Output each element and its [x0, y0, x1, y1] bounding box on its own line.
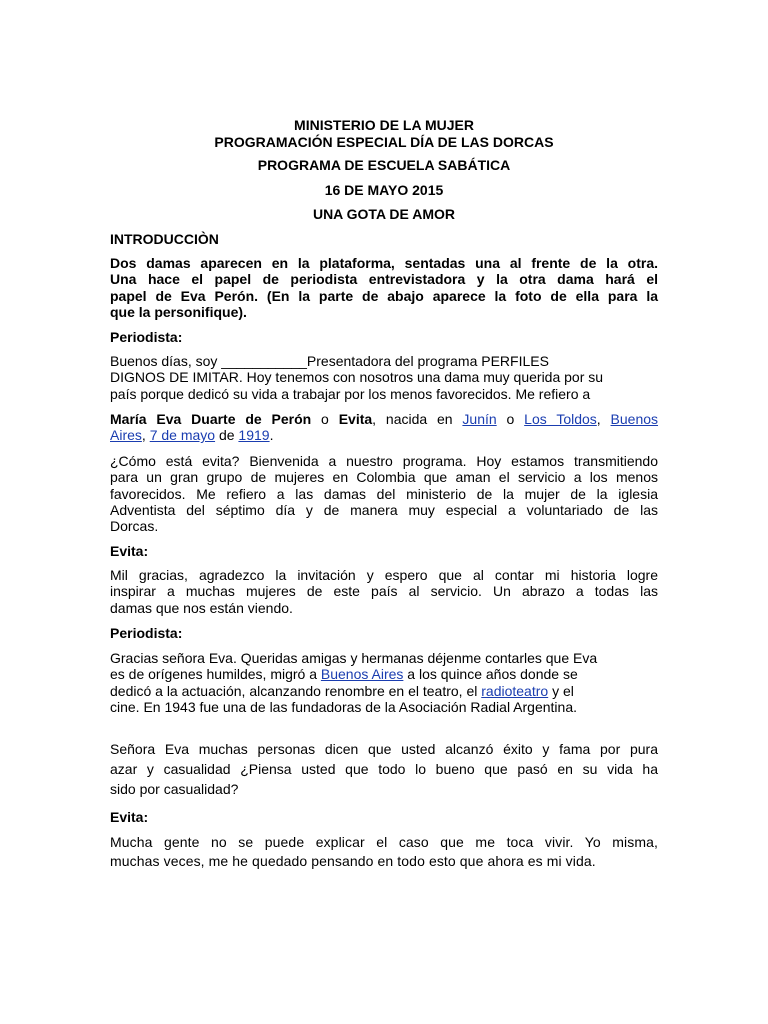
- ministry-title: MINISTERIO DE LA MUJER: [294, 117, 474, 133]
- link-buenos[interactable]: Buenos: [610, 411, 659, 427]
- paragraph-line: damas que nos están viendo.: [110, 599, 293, 616]
- intro-line: Dos damas aparecen en la plataforma, sentadas una al frente de la otra.: [110, 255, 658, 271]
- paragraph-line: sido por casualidad?: [110, 781, 239, 797]
- paragraph-line: inspirar a muchas mujeres de este país al servicio. Un abrazo a todas las: [110, 583, 658, 600]
- paragraph-line: Buenos días, soy ___________Presentadora del programa PERFILES: [110, 353, 549, 369]
- intro-line: papel de Eva Perón. (En la parte de abajo aparece la foto de ella para la: [110, 287, 658, 304]
- paragraph-line: DIGNOS DE IMITAR. Hoy tenemos con nosotros una dama muy querida por su: [110, 369, 604, 386]
- paragraph-answer: [110, 833, 658, 871]
- paragraph-thanks: [110, 567, 658, 616]
- paragraph-line: Dorcas.: [110, 518, 159, 535]
- link-junin[interactable]: Junín: [462, 411, 497, 427]
- connector-text: de: [215, 427, 239, 444]
- connector-text: o: [311, 411, 339, 427]
- paragraph-question: [110, 739, 658, 799]
- link-radioteatro[interactable]: radioteatro: [481, 682, 549, 699]
- speaker-evita: Evita:: [110, 809, 149, 825]
- theme-title: UNA GOTA DE AMOR: [312, 206, 456, 222]
- program-title: PROGRAMACIÓN ESPECIAL DÍA DE LAS DORCAS: [214, 134, 554, 150]
- intro-line: Una hace el papel de periodista entrevistadora y la otra dama hará el: [110, 271, 658, 288]
- connector-text: ,: [596, 411, 611, 427]
- date-title: 16 DE MAYO 2015: [324, 182, 444, 198]
- school-title: PROGRAMA DE ESCUELA SABÁTICA: [257, 157, 511, 173]
- paragraph-line: favorecidos. Me refiero a las damas del ministerio de la mujer de la iglesia: [110, 485, 658, 502]
- biography-line: [110, 427, 658, 443]
- paragraph-line: Mil gracias, agradezco la invitación y espero que al contar mi historia logre: [110, 567, 658, 583]
- alias-name: Evita: [338, 411, 373, 427]
- link-birth-date[interactable]: 7 de mayo: [149, 427, 216, 444]
- paragraph-greeting: [110, 353, 658, 402]
- connector-text: o: [496, 411, 525, 427]
- paragraph-line: cine. En 1943 fue una de las fundadoras de la Asociación Radial Argentina.: [110, 698, 577, 715]
- full-name: María Eva Duarte de Perón: [110, 411, 312, 427]
- line-text: dedicó a la actuación, alcanzando renombre en el teatro, el: [110, 682, 482, 699]
- paragraph-line: azar y casualidad ¿Piensa usted que todo lo bueno que pasó en su vida ha: [110, 761, 658, 777]
- intro-line: que la personifique).: [110, 303, 247, 320]
- paragraph-line: muchas veces, me he quedado pensando en todo esto que ahora es mi vida.: [110, 853, 596, 869]
- line-text: es de orígenes humildes, migró a: [110, 666, 321, 683]
- speaker-periodista: Periodista:: [110, 625, 183, 641]
- link-aires[interactable]: Aires: [110, 427, 142, 444]
- paragraph-line: Adventista del séptimo día y de manera muy especial a voluntariado de las: [110, 501, 658, 518]
- paragraph-line: Mucha gente no se puede explicar el caso que me toca vivir. Yo misma,: [110, 834, 658, 850]
- intro-description: [110, 255, 658, 320]
- speaker-evita: Evita:: [110, 543, 149, 559]
- paragraph-line: Gracias señora Eva. Queridas amigas y hermanas déjenme contarles que Eva: [110, 650, 598, 666]
- connector-text: , nacida en: [372, 411, 463, 427]
- link-buenos-aires[interactable]: Buenos Aires: [320, 666, 404, 683]
- paragraph-welcome: [110, 453, 658, 534]
- paragraph-origins: [110, 650, 658, 715]
- paragraph-line: para un gran grupo de mujeres en Colombia que aman el servicio a los menos: [110, 469, 658, 486]
- speaker-periodista: Periodista:: [110, 329, 183, 345]
- biography-line: [110, 411, 658, 427]
- connector-text: .: [269, 427, 274, 444]
- link-birth-year[interactable]: 1919: [238, 427, 270, 444]
- link-los-toldos[interactable]: Los Toldos: [524, 411, 597, 427]
- paragraph-line: [110, 666, 658, 682]
- line-text: y el: [548, 682, 574, 699]
- paragraph-line: país porque dedicó su vida a trabajar por los menos favorecidos. Me refiero a: [110, 385, 591, 402]
- paragraph-biography: [110, 411, 658, 444]
- paragraph-line: ¿Cómo está evita? Bienvenida a nuestro programa. Hoy estamos transmitiendo: [110, 453, 658, 469]
- line-text: a los quince años donde se: [403, 666, 578, 683]
- paragraph-line: [110, 683, 658, 699]
- intro-heading: INTRODUCCIÒN: [110, 231, 219, 247]
- paragraph-line: Señora Eva muchas personas dicen que usted alcanzó éxito y fama por pura: [110, 741, 658, 757]
- connector-text: ,: [141, 427, 150, 444]
